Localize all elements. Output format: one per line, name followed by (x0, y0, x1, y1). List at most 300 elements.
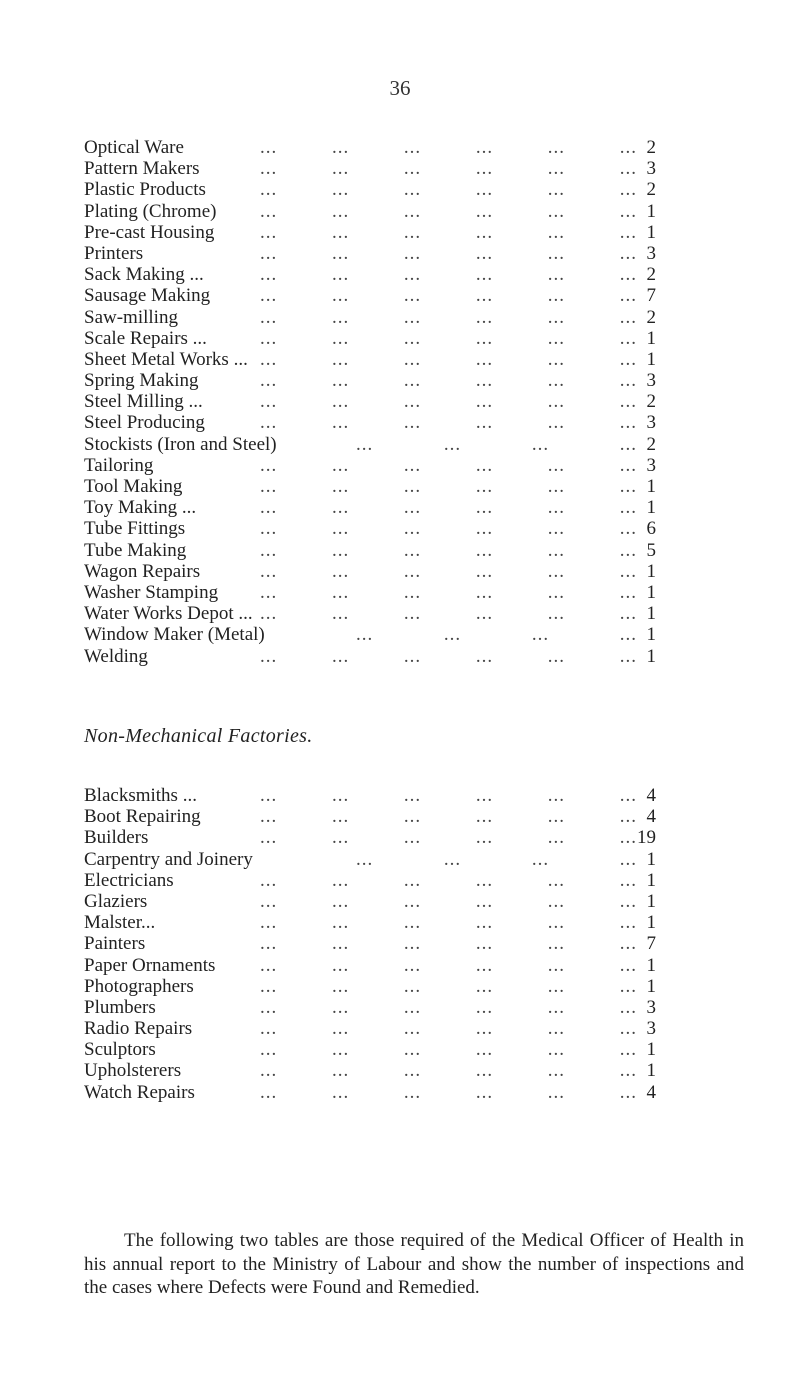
leader-dot-group: ... (403, 158, 422, 180)
leader-dot-group: ... (331, 285, 350, 307)
item-count: 1 (646, 848, 656, 870)
leader-dot-group: ... (619, 848, 637, 870)
item-label: Sheet Metal Works ... (84, 348, 248, 370)
leader-dot-group: ... (403, 996, 422, 1018)
leader-dot-group: ... (547, 306, 565, 328)
leader-dot-group: ... (403, 890, 422, 912)
leader-dot-group: ... (331, 158, 350, 180)
leader-dot-group: ... (331, 497, 350, 519)
leader-dot-group: ... (331, 890, 350, 912)
list-item (84, 849, 656, 870)
item-label: Plastic Products (84, 179, 206, 201)
leader-dot-group: ... (260, 1018, 278, 1040)
item-count: 3 (646, 996, 656, 1018)
leader-dot-group: ... (331, 476, 350, 497)
non-mechanical-factories-list (84, 785, 656, 1103)
leader-dots (260, 1060, 637, 1081)
item-label: Tube Making (84, 539, 187, 561)
leader-dot-group: ... (331, 454, 350, 476)
leader-dot-group: ... (403, 581, 422, 603)
leader-dot-group: ... (619, 370, 637, 392)
leader-dot-group: ... (547, 806, 565, 828)
leader-dot-group: ... (331, 581, 350, 603)
item-count: 3 (646, 1018, 656, 1040)
leader-dots (260, 827, 637, 848)
item-count: 4 (646, 806, 656, 828)
leader-dot-group: ... (475, 645, 494, 667)
leader-dot-group: ... (475, 518, 494, 540)
leader-dot-group: ... (260, 581, 278, 603)
leader-dot-group: ... (403, 264, 422, 286)
leader-dot-group: ... (403, 1039, 422, 1061)
leader-dot-group: ... (619, 581, 637, 603)
leader-dot-group: ... (547, 954, 565, 976)
leader-dot-group: ... (619, 497, 637, 519)
item-label: Paper Ornaments (84, 954, 216, 976)
leader-dot-group: ... (547, 869, 565, 891)
leader-dot-group: ... (547, 285, 565, 307)
list-item (84, 137, 656, 158)
item-label: Sack Making ... (84, 264, 204, 286)
leader-dot-group: ... (260, 370, 278, 392)
leader-dot-group: ... (547, 242, 565, 264)
leader-dot-group: ... (260, 391, 278, 413)
leader-dot-group: ... (619, 869, 637, 891)
list-item (84, 933, 656, 954)
list-item (84, 976, 656, 997)
leader-dot-group: ... (475, 306, 494, 328)
leader-dot-group: ... (475, 158, 494, 180)
leader-dots (260, 307, 637, 328)
leader-dot-group: ... (547, 933, 565, 955)
leader-dot-group: ... (260, 306, 278, 328)
leader-dot-group: ... (260, 1039, 278, 1061)
item-count: 1 (646, 560, 656, 582)
leader-dots (260, 370, 637, 391)
leader-dot-group: ... (475, 1081, 494, 1103)
list-item (84, 912, 656, 933)
footer-paragraph: The following two tables are those required of the Medical Officer of Health in his annual report to the Ministry of Labour and show the number of inspections and the cases where Defects were Found and Remedied. (84, 1230, 744, 1298)
item-count: 3 (646, 370, 656, 392)
list-item (84, 349, 656, 370)
leader-dot-group: ... (619, 624, 637, 646)
item-count: 7 (646, 285, 656, 307)
leader-dot-group: ... (475, 603, 494, 625)
leader-dots (260, 1039, 637, 1060)
leader-dots (260, 976, 637, 997)
leader-dot-group: ... (260, 1060, 278, 1082)
item-label: Printers (84, 242, 144, 264)
item-label: Sculptors (84, 1039, 156, 1061)
leader-dot-group: ... (475, 285, 494, 307)
leader-dot-group: ... (260, 518, 278, 540)
leader-dot-group: ... (331, 996, 350, 1018)
leader-dots (260, 582, 637, 603)
item-count: 1 (646, 603, 656, 625)
list-item (84, 870, 656, 891)
list-item (84, 518, 656, 539)
section-heading: Non-Mechanical Factories. (84, 725, 313, 747)
leader-dot-group: ... (475, 497, 494, 519)
leader-dot-group: ... (331, 242, 350, 264)
leader-dot-group: ... (619, 1081, 637, 1103)
item-count: 1 (646, 348, 656, 370)
leader-dot-group: ... (331, 391, 350, 413)
leader-dot-group: ... (475, 412, 494, 434)
leader-dot-group: ... (403, 1081, 422, 1103)
item-count: 1 (646, 975, 656, 997)
list-item (84, 540, 656, 561)
leader-dot-group: ... (403, 327, 422, 349)
item-count: 1 (646, 645, 656, 667)
item-label: Tailoring (84, 454, 154, 476)
leader-dot-group: ... (260, 242, 278, 264)
leader-dot-group: ... (619, 912, 637, 934)
item-count: 2 (646, 179, 656, 201)
leader-dot-group: ... (475, 827, 494, 849)
leader-dot-group: ... (475, 137, 494, 158)
leader-dot-group: ... (331, 306, 350, 328)
item-count: 3 (646, 158, 656, 180)
leader-dots (356, 849, 637, 870)
item-count: 2 (646, 433, 656, 455)
item-label: Pattern Makers (84, 158, 200, 180)
item-label: Wagon Repairs (84, 560, 201, 582)
leader-dot-group: ... (547, 412, 565, 434)
leader-dot-group: ... (619, 476, 637, 497)
leader-dots (260, 158, 637, 179)
leader-dot-group: ... (403, 242, 422, 264)
item-label: Boot Repairing (84, 806, 201, 828)
leader-dot-group: ... (619, 975, 637, 997)
leader-dot-group: ... (547, 348, 565, 370)
list-item (84, 603, 656, 624)
leader-dot-group: ... (547, 221, 565, 243)
leader-dot-group: ... (403, 1060, 422, 1082)
item-label: Radio Repairs (84, 1018, 193, 1040)
item-count: 1 (646, 1060, 656, 1082)
list-item (84, 891, 656, 912)
leader-dot-group: ... (443, 848, 462, 870)
item-label: Plumbers (84, 996, 156, 1018)
leader-dot-group: ... (547, 645, 565, 667)
list-item (84, 497, 656, 518)
item-count: 19 (637, 827, 656, 849)
leader-dot-group: ... (331, 645, 350, 667)
leader-dot-group: ... (260, 603, 278, 625)
leader-dot-group: ... (619, 200, 637, 222)
leader-dot-group: ... (475, 785, 494, 806)
leader-dot-group: ... (260, 264, 278, 286)
list-item (84, 179, 656, 200)
leader-dot-group: ... (475, 370, 494, 392)
leader-dot-group: ... (403, 975, 422, 997)
leader-dot-group: ... (531, 624, 550, 646)
list-item (84, 307, 656, 328)
leader-dot-group: ... (619, 433, 637, 455)
item-count: 1 (646, 624, 656, 646)
list-item (84, 285, 656, 306)
list-item (84, 582, 656, 603)
leader-dot-group: ... (331, 327, 350, 349)
item-count: 3 (646, 242, 656, 264)
leader-dots (260, 518, 637, 539)
leader-dots (260, 561, 637, 582)
item-count: 1 (646, 890, 656, 912)
list-item (84, 561, 656, 582)
leader-dot-group: ... (531, 848, 550, 870)
list-item (84, 1018, 656, 1039)
item-count: 1 (646, 497, 656, 519)
leader-dots (260, 222, 637, 243)
leader-dots (260, 933, 637, 954)
leader-dot-group: ... (331, 933, 350, 955)
leader-dot-group: ... (331, 200, 350, 222)
list-item (84, 455, 656, 476)
list-item (84, 264, 656, 285)
leader-dot-group: ... (403, 221, 422, 243)
leader-dots (356, 624, 637, 645)
leader-dot-group: ... (403, 454, 422, 476)
leader-dot-group: ... (619, 412, 637, 434)
leader-dot-group: ... (619, 242, 637, 264)
leader-dot-group: ... (619, 603, 637, 625)
leader-dot-group: ... (260, 933, 278, 955)
leader-dot-group: ... (619, 996, 637, 1018)
leader-dot-group: ... (403, 412, 422, 434)
item-label: Sausage Making (84, 285, 211, 307)
leader-dot-group: ... (619, 827, 637, 849)
leader-dot-group: ... (547, 158, 565, 180)
list-item (84, 827, 656, 848)
item-label: Plating (Chrome) (84, 200, 217, 222)
leader-dots (260, 1018, 637, 1039)
leader-dot-group: ... (547, 975, 565, 997)
list-item (84, 201, 656, 222)
leader-dots (260, 785, 637, 806)
leader-dot-group: ... (331, 137, 350, 158)
item-label: Scale Repairs ... (84, 327, 207, 349)
item-label: Saw-milling (84, 306, 178, 328)
leader-dot-group: ... (260, 539, 278, 561)
leader-dot-group: ... (619, 179, 637, 201)
leader-dot-group: ... (531, 433, 550, 455)
leader-dots (260, 201, 637, 222)
leader-dot-group: ... (547, 1039, 565, 1061)
leader-dot-group: ... (331, 264, 350, 286)
list-item (84, 412, 656, 433)
leader-dots (260, 476, 637, 497)
item-count: 5 (646, 539, 656, 561)
leader-dot-group: ... (547, 497, 565, 519)
item-count: 2 (646, 264, 656, 286)
list-item (84, 1060, 656, 1081)
item-label: Stockists (Iron and Steel) (84, 433, 277, 455)
list-item (84, 1039, 656, 1060)
leader-dot-group: ... (475, 996, 494, 1018)
leader-dots (260, 870, 637, 891)
list-item (84, 476, 656, 497)
leader-dot-group: ... (403, 285, 422, 307)
leader-dot-group: ... (331, 603, 350, 625)
item-label: Steel Milling ... (84, 391, 203, 413)
leader-dot-group: ... (331, 539, 350, 561)
leader-dot-group: ... (547, 581, 565, 603)
leader-dot-group: ... (475, 581, 494, 603)
list-item (84, 806, 656, 827)
leader-dot-group: ... (403, 827, 422, 849)
leader-dot-group: ... (619, 518, 637, 540)
leader-dots (260, 646, 637, 667)
leader-dot-group: ... (619, 285, 637, 307)
leader-dot-group: ... (619, 348, 637, 370)
leader-dots (260, 349, 637, 370)
leader-dot-group: ... (547, 1081, 565, 1103)
item-count: 6 (646, 518, 656, 540)
leader-dot-group: ... (475, 1039, 494, 1061)
leader-dot-group: ... (475, 869, 494, 891)
leader-dot-group: ... (547, 370, 565, 392)
leader-dot-group: ... (331, 1081, 350, 1103)
leader-dot-group: ... (403, 806, 422, 828)
page-number: 36 (389, 76, 411, 100)
leader-dot-group: ... (619, 890, 637, 912)
leader-dots (260, 391, 637, 412)
leader-dot-group: ... (619, 221, 637, 243)
leader-dot-group: ... (260, 645, 278, 667)
leader-dot-group: ... (260, 806, 278, 828)
leader-dot-group: ... (403, 869, 422, 891)
leader-dot-group: ... (547, 603, 565, 625)
leader-dot-group: ... (619, 454, 637, 476)
leader-dot-group: ... (475, 221, 494, 243)
leader-dots (260, 328, 637, 349)
leader-dots (260, 264, 637, 285)
list-item (84, 997, 656, 1018)
leader-dot-group: ... (260, 869, 278, 891)
item-count: 1 (646, 581, 656, 603)
leader-dot-group: ... (547, 454, 565, 476)
leader-dot-group: ... (443, 624, 462, 646)
leader-dot-group: ... (475, 242, 494, 264)
item-count: 4 (646, 1081, 656, 1103)
leader-dot-group: ... (475, 1018, 494, 1040)
leader-dot-group: ... (547, 1060, 565, 1082)
leader-dot-group: ... (331, 912, 350, 934)
leader-dot-group: ... (403, 391, 422, 413)
leader-dot-group: ... (403, 539, 422, 561)
list-item (84, 624, 656, 645)
leader-dot-group: ... (403, 603, 422, 625)
item-label: Optical Ware (84, 137, 184, 158)
list-item (84, 243, 656, 264)
leader-dot-group: ... (619, 785, 637, 806)
leader-dot-group: ... (403, 933, 422, 955)
leader-dot-group: ... (403, 497, 422, 519)
leader-dot-group: ... (475, 327, 494, 349)
item-label: Toy Making ... (84, 497, 197, 519)
item-label: Watch Repairs (84, 1081, 195, 1103)
leader-dot-group: ... (260, 560, 278, 582)
leader-dot-group: ... (260, 785, 278, 806)
leader-dot-group: ... (475, 179, 494, 201)
leader-dot-group: ... (547, 518, 565, 540)
leader-dot-group: ... (260, 454, 278, 476)
leader-dots (260, 806, 637, 827)
leader-dot-group: ... (260, 476, 278, 497)
leader-dot-group: ... (547, 827, 565, 849)
leader-dot-group: ... (619, 306, 637, 328)
leader-dot-group: ... (403, 200, 422, 222)
item-label: Welding (84, 645, 148, 667)
leader-dot-group: ... (475, 954, 494, 976)
item-label: Tool Making (84, 476, 183, 497)
leader-dot-group: ... (331, 348, 350, 370)
leader-dot-group: ... (260, 890, 278, 912)
leader-dot-group: ... (619, 391, 637, 413)
mechanical-factories-list (84, 137, 656, 667)
item-label: Water Works Depot ... (84, 603, 253, 625)
leader-dot-group: ... (403, 954, 422, 976)
item-count: 1 (646, 869, 656, 891)
leader-dots (260, 455, 637, 476)
item-label: Pre-cast Housing (84, 221, 215, 243)
item-count: 3 (646, 454, 656, 476)
list-item (84, 1082, 656, 1103)
list-item (84, 370, 656, 391)
list-item (84, 328, 656, 349)
list-item (84, 955, 656, 976)
item-count: 1 (646, 200, 656, 222)
leader-dot-group: ... (547, 179, 565, 201)
leader-dot-group: ... (331, 412, 350, 434)
item-label: Builders (84, 827, 149, 849)
list-item (84, 785, 656, 806)
item-count: 1 (646, 221, 656, 243)
list-item (84, 646, 656, 667)
item-count: 1 (646, 327, 656, 349)
leader-dot-group: ... (331, 869, 350, 891)
leader-dot-group: ... (475, 560, 494, 582)
leader-dot-group: ... (260, 912, 278, 934)
leader-dots (260, 955, 637, 976)
item-label: Blacksmiths ... (84, 785, 197, 806)
leader-dot-group: ... (356, 848, 374, 870)
item-count: 2 (646, 391, 656, 413)
leader-dot-group: ... (260, 348, 278, 370)
leader-dot-group: ... (547, 264, 565, 286)
leader-dots (260, 285, 637, 306)
leader-dot-group: ... (260, 327, 278, 349)
leader-dot-group: ... (619, 137, 637, 158)
leader-dots (260, 497, 637, 518)
leader-dot-group: ... (331, 370, 350, 392)
leader-dot-group: ... (619, 158, 637, 180)
leader-dot-group: ... (331, 806, 350, 828)
leader-dot-group: ... (547, 890, 565, 912)
leader-dot-group: ... (260, 975, 278, 997)
leader-dot-group: ... (619, 954, 637, 976)
leader-dot-group: ... (619, 539, 637, 561)
leader-dot-group: ... (547, 539, 565, 561)
leader-dot-group: ... (547, 137, 565, 158)
leader-dot-group: ... (475, 912, 494, 934)
leader-dot-group: ... (547, 996, 565, 1018)
leader-dot-group: ... (443, 433, 462, 455)
leader-dot-group: ... (547, 560, 565, 582)
leader-dot-group: ... (547, 1018, 565, 1040)
leader-dot-group: ... (403, 179, 422, 201)
